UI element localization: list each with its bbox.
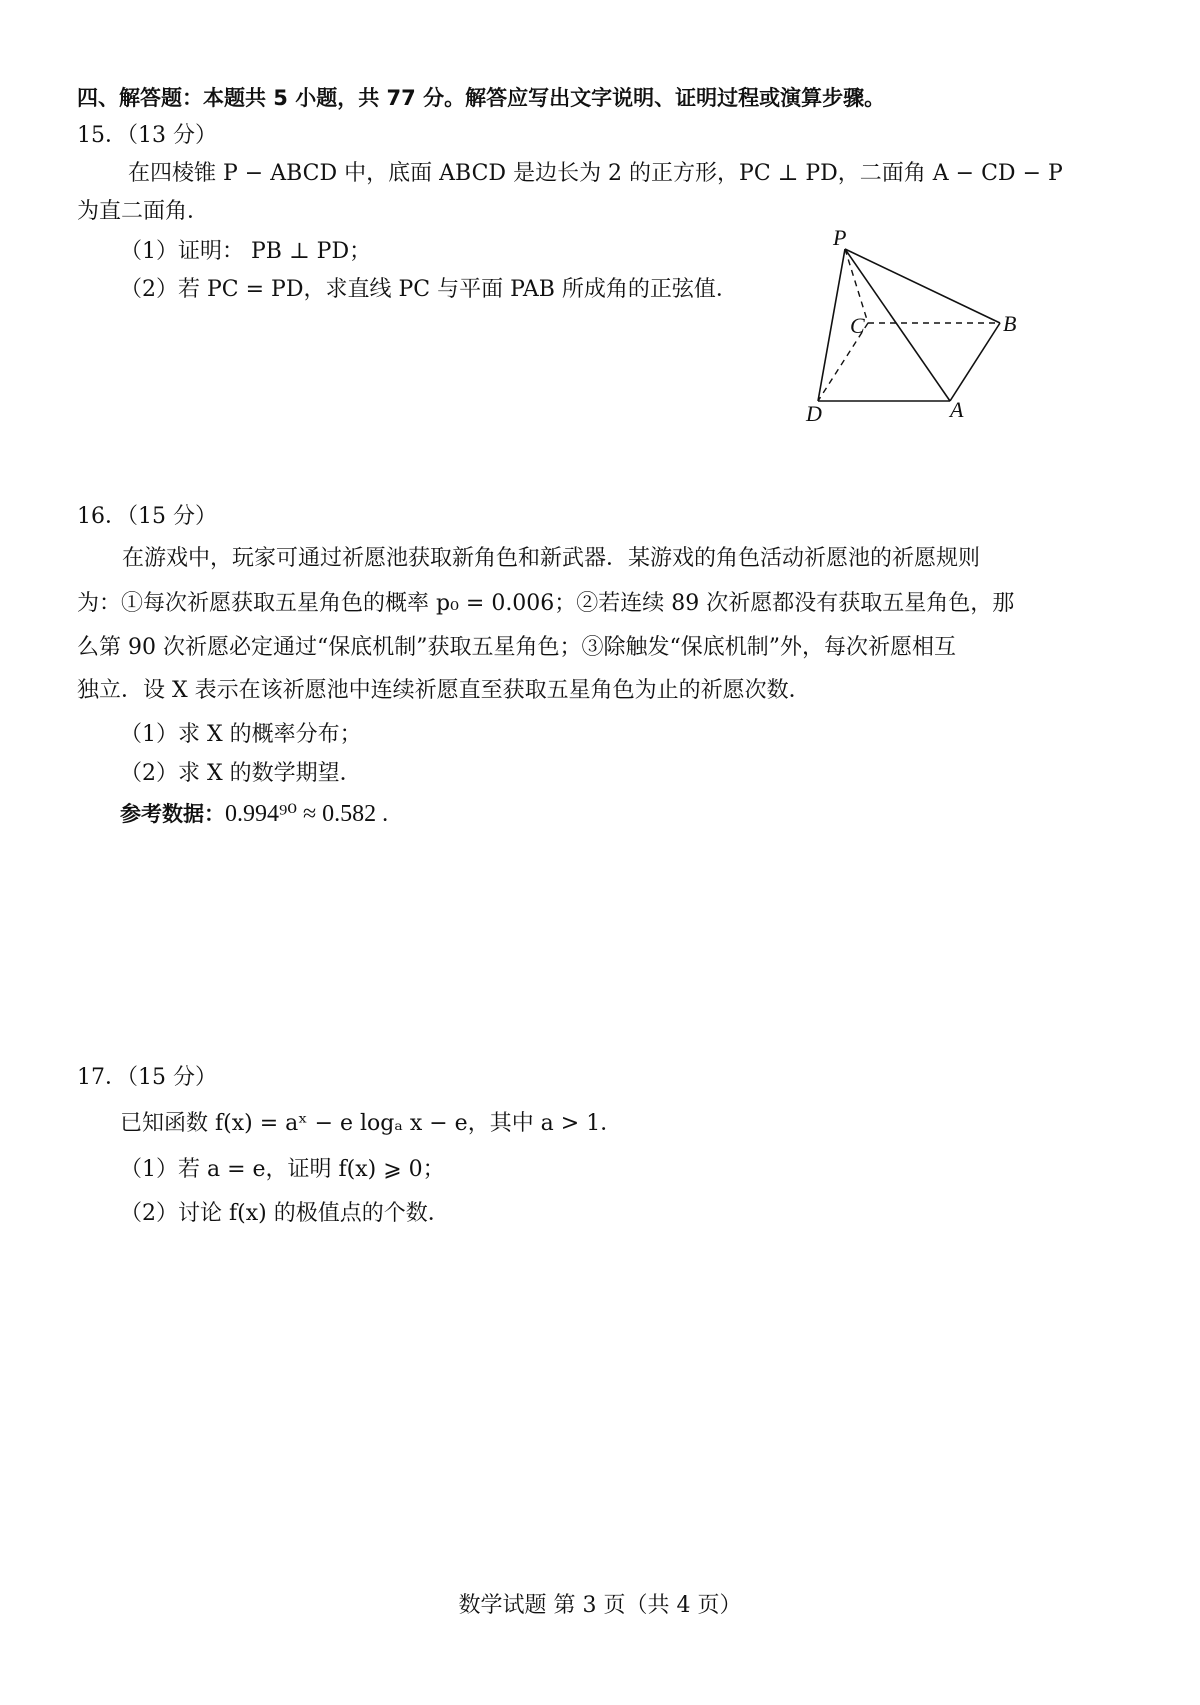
reference-value: 0.994⁹⁰ ≈ 0.582 . xyxy=(225,801,389,827)
q16-stem-line3: 么第 90 次祈愿必定通过“保底机制”获取五星角色；③除触发“保底机制”外，每次祈愿相互 xyxy=(77,635,956,660)
label-b: B xyxy=(1003,311,1017,336)
q16-reference-data xyxy=(120,800,388,829)
q15-stem-line2: 为直二面角． xyxy=(77,199,210,224)
q15-stem-line1: 在四棱锥 P − ABCD 中，底面 ABCD 是边长为 2 的正方形，PC ⊥ PD，二面角 A − CD − P xyxy=(128,161,1063,186)
q15-part2: （2）若 PC = PD，求直线 PC 与平面 PAB 所成角的正弦值． xyxy=(120,277,738,302)
q16-stem-line2: 为：①每次祈愿获取五星角色的概率 p₀ = 0.006；②若连续 89 次祈愿都没有获取五星角色，那 xyxy=(77,591,1015,616)
q16-part2: （2）求 X 的数学期望． xyxy=(120,761,362,786)
q17-heading: 17．（15 分） xyxy=(77,1065,217,1090)
page-footer: 数学试题 第 3 页（共 4 页） xyxy=(458,1593,742,1618)
edge-pb xyxy=(845,249,1000,323)
label-a: A xyxy=(950,397,964,422)
q17-part1: （1）若 a = e，证明 f(x) ⩾ 0； xyxy=(120,1157,445,1182)
q16-heading: 16．（15 分） xyxy=(77,504,217,529)
q15-heading: 15．（13 分） xyxy=(77,123,217,148)
pyramid-figure xyxy=(800,225,1045,430)
q15-part1: （1）证明： PB ⊥ PD； xyxy=(120,239,372,264)
edge-ab xyxy=(950,323,1000,401)
label-d: D xyxy=(806,401,822,426)
edge-pc xyxy=(845,249,868,323)
q16-part1: （1）求 X 的概率分布； xyxy=(120,722,362,747)
label-c: C xyxy=(850,313,865,338)
q16-stem-line4: 独立．设 X 表示在该祈愿池中连续祈愿直至获取五星角色为止的祈愿次数． xyxy=(77,678,811,703)
q16-stem-line1: 在游戏中，玩家可通过祈愿池获取新角色和新武器．某游戏的角色活动祈愿池的祈愿规则 xyxy=(122,546,981,571)
section-header: 四、解答题：本题共 5 小题，共 77 分。解答应写出文字说明、证明过程或演算步骤。 xyxy=(77,86,886,110)
reference-label: 参考数据： xyxy=(120,802,225,826)
q17-part2: （2）讨论 f(x) 的极值点的个数． xyxy=(120,1201,450,1226)
label-p: P xyxy=(833,225,847,250)
edge-pd xyxy=(818,249,845,401)
q17-stem: 已知函数 f(x) = aˣ − e logₐ x − e，其中 a > 1． xyxy=(120,1111,623,1136)
